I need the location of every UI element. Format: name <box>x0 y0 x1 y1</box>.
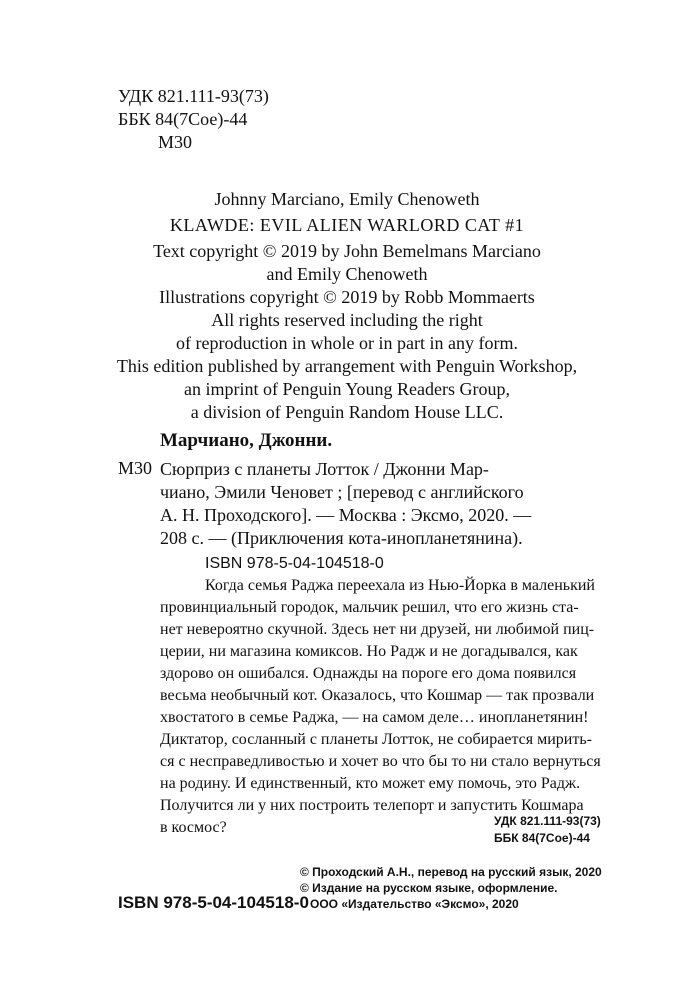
annotation-line: Диктатор, сосланный с планеты Лотток, не собирается мирить- <box>160 731 592 748</box>
copyright-line: an imprint of Penguin Young Readers Group, <box>184 379 510 399</box>
catalog-entry-line: 208 с. — (Приключения кота-инопланетянина). <box>160 528 523 548</box>
footer-copyright-line: ООО «Издательство «Эксмо», 2020 <box>310 897 519 911</box>
copyright-line: Illustrations copyright © 2019 by Robb Mommaerts <box>159 287 535 307</box>
bbk-code: ББК 84(7Сое)-44 <box>118 109 248 129</box>
annotation <box>160 575 601 839</box>
catalog-isbn: ISBN 978-5-04-104518-0 <box>205 555 384 572</box>
udk-code-bottom: УДК 821.111-93(73) <box>494 814 601 828</box>
catalog-entry-line: Сюрприз с планеты Лотток / Джонни Мар- <box>160 459 489 479</box>
copyright-line: of reproduction in whole or in part in any form. <box>176 333 518 353</box>
copyright-block <box>90 240 604 424</box>
catalog-heading: Марчиано, Джонни. <box>160 430 333 451</box>
annotation-line: Получится ли у них построить телепорт и запустить Кошмара <box>160 797 584 814</box>
catalog-mark: М30 <box>118 458 153 478</box>
copyright-line: This edition published by arrangement with Penguin Workshop, <box>116 356 578 376</box>
annotation-line: здорово он ошибался. Однажды на пороге его дома появился <box>160 665 577 682</box>
copyright-line: All rights reserved including the right <box>211 310 483 330</box>
annotation-line: ся с несправедливостью и хочет во что бы то ни стало вернуться <box>160 753 601 770</box>
copyright-line: Text copyright © 2019 by John Bemelmans Marciano <box>153 241 541 261</box>
udk-code: УДК 821.111-93(73) <box>118 86 269 106</box>
catalog-entry-line: А. Н. Проходского]. — Москва : Эксмо, 2020. — <box>160 505 532 525</box>
original-authors: Johnny Marciano, Emily Chenoweth <box>214 189 480 209</box>
copyright-line: a division of Penguin Random House LLC. <box>190 402 504 422</box>
footer-copyright <box>300 864 602 912</box>
annotation-line: Когда семья Раджа переехала из Нью-Йорка в маленький <box>205 577 595 594</box>
annotation-line: провинциальный городок, мальчик решил, что его жизнь ста- <box>160 599 579 616</box>
copyright-line: and Emily Chenoweth <box>266 264 428 284</box>
catalog-entry <box>160 458 584 550</box>
annotation-line: в космос? <box>160 819 227 836</box>
annotation-line: на родину. И единственный, кто может ему помочь, это Радж. <box>160 775 581 792</box>
annotation-line: весьма необычный кот. Оказалось, что Кошмар — так прозвали <box>160 687 595 704</box>
annotation-line: церии, ни магазина комиксов. Но Радж и не догадывался, как <box>160 643 578 660</box>
footer-isbn: ISBN 978-5-04-104518-0 <box>118 893 309 912</box>
annotation-line: нет невероятно скучной. Здесь нет ни друзей, ни любимой пиц- <box>160 621 595 638</box>
bbk-code-bottom: ББК 84(7Сое)-44 <box>494 831 590 845</box>
footer-copyright-line: © Издание на русском языке, оформление. <box>300 881 558 895</box>
original-title: KLAWDE: EVIL ALIEN WARLORD CAT #1 <box>169 215 525 235</box>
footer-copyright-line: © Проходский А.Н., перевод на русский язык, 2020 <box>300 865 602 879</box>
author-mark: М30 <box>158 132 193 152</box>
catalog-entry-line: чиано, Эмили Ченовет ; [перевод с английского <box>160 482 524 502</box>
annotation-line: хвостатого в семье Раджа, — на самом деле… инопланетянин! <box>160 709 589 726</box>
